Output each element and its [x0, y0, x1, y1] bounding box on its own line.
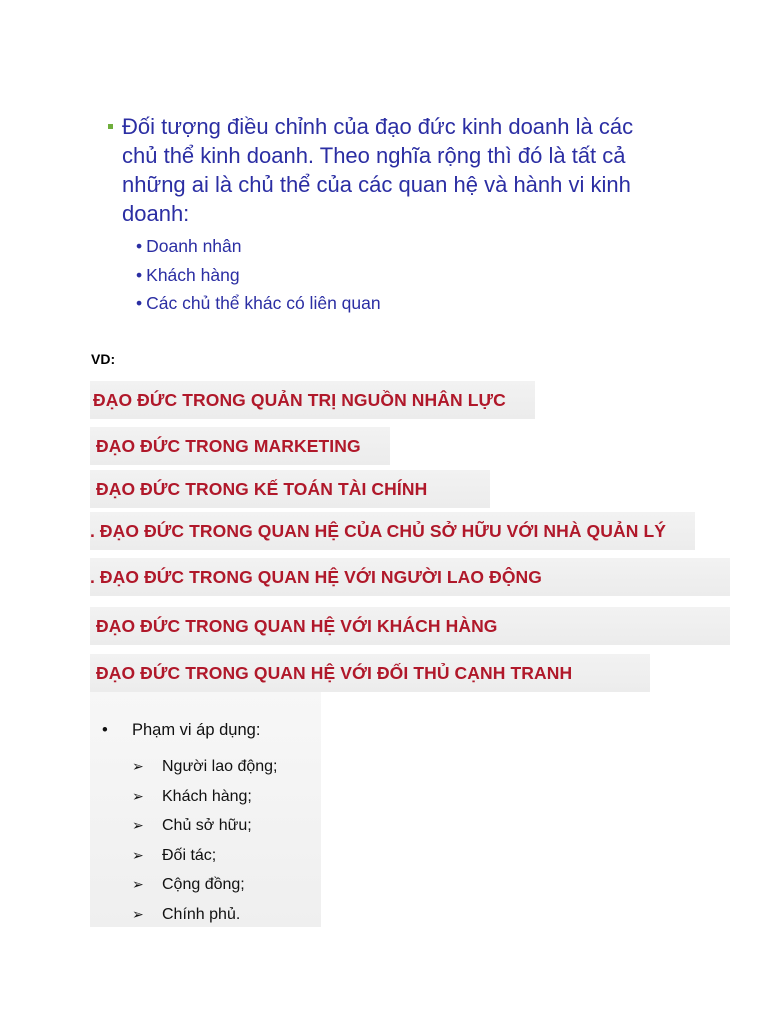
- ethics-line: ĐẠO ĐỨC TRONG QUAN HỆ VỚI KHÁCH HÀNG: [90, 607, 730, 645]
- bullet-dot-icon: •: [102, 721, 108, 739]
- sub-list: [100, 232, 660, 318]
- ethics-line: ĐẠO ĐỨC TRONG QUẢN TRỊ NGUỒN NHÂN LỰC: [90, 381, 730, 419]
- square-bullet-icon: [108, 124, 113, 129]
- scope-panel: [90, 692, 321, 927]
- list-item: • Các chủ thể khác có liên quan: [136, 293, 381, 313]
- list-item: ➢ Chủ sở hữu;: [132, 811, 278, 841]
- list-item: • Khách hàng: [136, 264, 240, 285]
- list-item: • Doanh nhân: [136, 236, 242, 256]
- main-bullet: [100, 112, 660, 228]
- ethics-line: ĐẠO ĐỨC TRONG MARKETING: [90, 427, 730, 465]
- arrow-bullet-icon: ➢: [132, 905, 144, 922]
- list-item: ➢ Khách hàng;: [132, 782, 278, 812]
- list-item: ➢ Cộng đồng;: [132, 870, 278, 900]
- ethics-line: . ĐẠO ĐỨC TRONG QUAN HỆ CỦA CHỦ SỞ HỮU VỚI NHÀ QUẢN LÝ: [90, 512, 730, 550]
- list-item: ➢ Chính phủ.: [132, 900, 278, 930]
- list-item: ➢ Người lao động;: [132, 752, 278, 782]
- list-item: ➢ Đối tác;: [132, 841, 278, 871]
- arrow-bullet-icon: ➢: [132, 758, 144, 774]
- ethics-line: ĐẠO ĐỨC TRONG QUAN HỆ VỚI ĐỐI THỦ CẠNH TRANH: [90, 654, 730, 692]
- vd-label: VD:: [91, 351, 116, 367]
- arrow-bullet-icon: ➢: [132, 876, 144, 893]
- slide-excerpt: [100, 112, 660, 318]
- arrow-bullet-icon: ➢: [132, 846, 144, 863]
- ethics-line: . ĐẠO ĐỨC TRONG QUAN HỆ VỚI NGƯỜI LAO ĐỘNG: [90, 558, 730, 596]
- scope-list: [132, 752, 278, 930]
- main-bullet-text: Đối tượng điều chỉnh của đạo đức kinh doanh là các chủ thể kinh doanh. Theo nghĩa rộng thì đó là tất cả những ai là chủ thể của các quan hệ và hành vi kinh doanh:: [122, 114, 634, 226]
- ethics-line: ĐẠO ĐỨC TRONG KẾ TOÁN TÀI CHÍNH: [90, 470, 730, 508]
- bullet-dot-icon: •: [136, 236, 143, 256]
- bullet-dot-icon: •: [136, 293, 143, 313]
- arrow-bullet-icon: ➢: [132, 787, 144, 804]
- scope-title: • Phạm vi áp dụng:: [102, 721, 261, 739]
- arrow-bullet-icon: ➢: [132, 817, 144, 834]
- bullet-dot-icon: •: [136, 264, 143, 285]
